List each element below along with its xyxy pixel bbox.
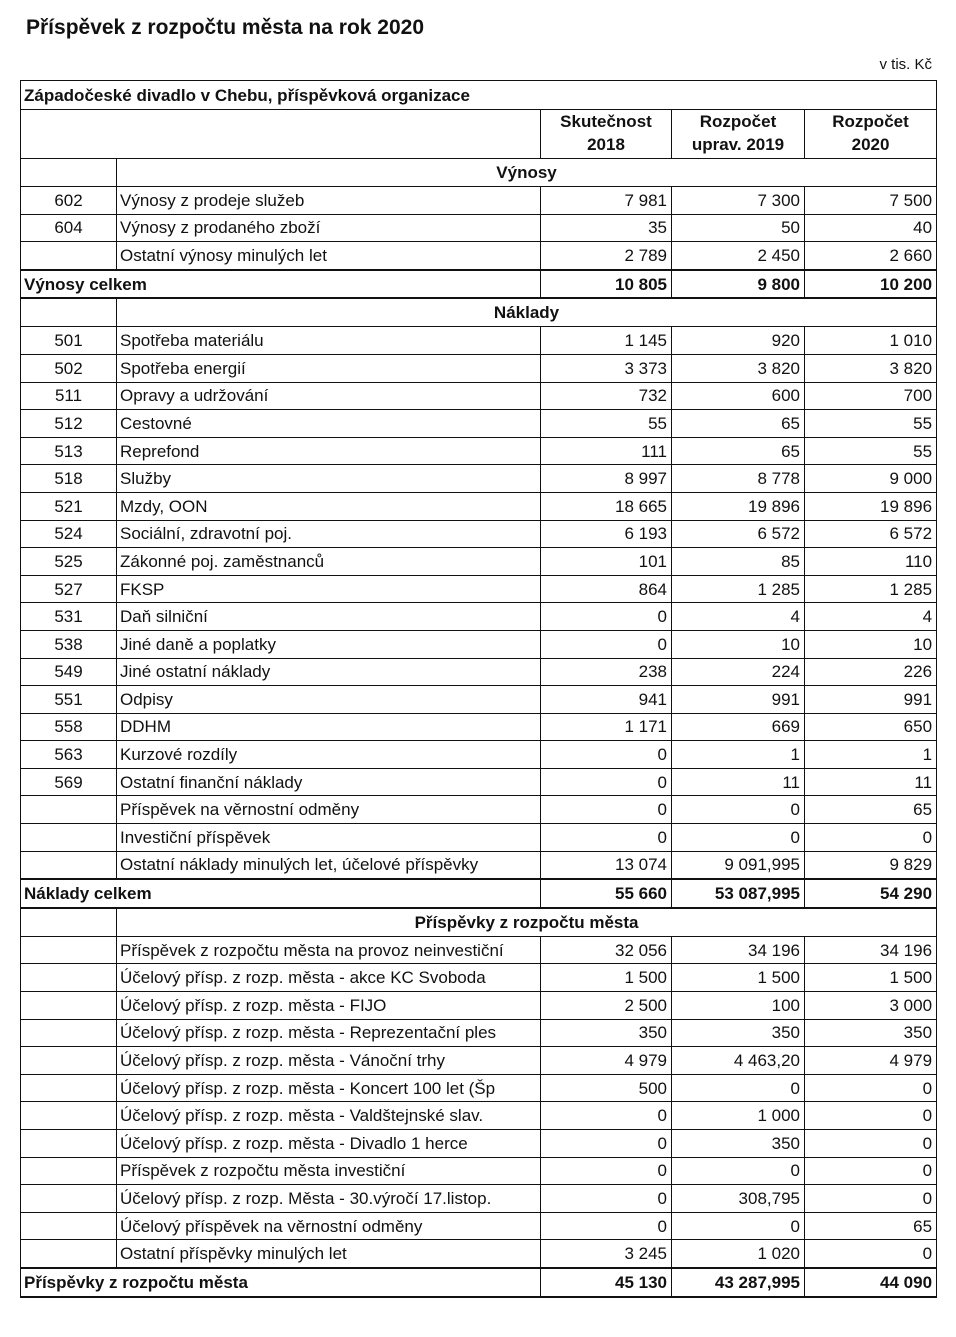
value-cell: 2 450 — [672, 242, 805, 270]
value-cell: 19 896 — [805, 492, 937, 520]
total-value: 9 800 — [672, 270, 805, 299]
account-code — [21, 1212, 117, 1240]
item-label: Výnosy z prodaného zboží — [117, 214, 541, 242]
item-label: Zákonné poj. zaměstnanců — [117, 548, 541, 576]
value-cell: 1 — [672, 741, 805, 769]
account-code — [21, 964, 117, 992]
section-heading-spacer — [21, 298, 117, 327]
table-row — [21, 851, 937, 879]
value-cell: 308,795 — [672, 1185, 805, 1213]
table-row — [21, 437, 937, 465]
section-heading: Příspěvky z rozpočtu města — [117, 908, 937, 937]
table-row — [21, 1102, 937, 1130]
table-row — [21, 686, 937, 714]
value-cell: 1 171 — [541, 713, 672, 741]
value-cell: 1 020 — [672, 1240, 805, 1268]
value-cell: 1 500 — [541, 964, 672, 992]
value-cell: 0 — [672, 1074, 805, 1102]
item-label: Spotřeba materiálu — [117, 327, 541, 355]
item-label: Mzdy, OON — [117, 492, 541, 520]
item-label: Příspěvek z rozpočtu města investiční — [117, 1157, 541, 1185]
table-row — [21, 741, 937, 769]
value-cell: 2 660 — [805, 242, 937, 270]
account-code: 551 — [21, 686, 117, 714]
item-label: Spotřeba energií — [117, 354, 541, 382]
column-header-line: Rozpočet — [832, 112, 909, 132]
value-cell: 85 — [672, 548, 805, 576]
total-label: Příspěvky z rozpočtu města — [21, 1268, 541, 1297]
value-cell: 111 — [541, 437, 672, 465]
item-label: Ostatní náklady minulých let, účelové příspěvky — [117, 851, 541, 879]
column-header-budget-2019 — [672, 110, 805, 159]
section-heading-spacer — [21, 908, 117, 937]
item-label: Účelový přísp. z rozp. Města - 30.výročí 17.listop. — [117, 1185, 541, 1213]
budget-table — [20, 80, 937, 1298]
table-row — [21, 1212, 937, 1240]
budget-table-body — [21, 81, 937, 1297]
section-heading-spacer — [21, 159, 117, 187]
value-cell: 7 981 — [541, 187, 672, 215]
table-row — [21, 1240, 937, 1268]
item-label: Ostatní finanční náklady — [117, 768, 541, 796]
value-cell: 920 — [672, 327, 805, 355]
value-cell: 2 500 — [541, 992, 672, 1020]
account-code: 501 — [21, 327, 117, 355]
section-heading-row — [21, 908, 937, 937]
total-row — [21, 1268, 937, 1297]
value-cell: 600 — [672, 382, 805, 410]
value-cell: 1 285 — [672, 575, 805, 603]
item-label: Ostatní výnosy minulých let — [117, 242, 541, 270]
item-label: Účelový přísp. z rozp. města - Vánoční trhy — [117, 1047, 541, 1075]
value-cell: 0 — [805, 1074, 937, 1102]
item-label: Cestovné — [117, 410, 541, 438]
table-row — [21, 575, 937, 603]
value-cell: 7 300 — [672, 187, 805, 215]
value-cell: 864 — [541, 575, 672, 603]
table-row — [21, 1130, 937, 1158]
value-cell: 9 000 — [805, 465, 937, 493]
table-row — [21, 603, 937, 631]
table-row — [21, 354, 937, 382]
item-label: Služby — [117, 465, 541, 493]
value-cell: 0 — [541, 796, 672, 824]
table-row — [21, 992, 937, 1020]
value-cell: 4 979 — [805, 1047, 937, 1075]
value-cell: 226 — [805, 658, 937, 686]
value-cell: 350 — [805, 1019, 937, 1047]
total-value: 44 090 — [805, 1268, 937, 1297]
value-cell: 32 056 — [541, 936, 672, 964]
table-row — [21, 1019, 937, 1047]
value-cell: 65 — [672, 410, 805, 438]
total-value: 54 290 — [805, 879, 937, 908]
value-cell: 238 — [541, 658, 672, 686]
table-row — [21, 492, 937, 520]
value-cell: 0 — [541, 603, 672, 631]
value-cell: 10 — [805, 630, 937, 658]
value-cell: 0 — [541, 1102, 672, 1130]
item-label: Opravy a udržování — [117, 382, 541, 410]
table-row — [21, 382, 937, 410]
value-cell: 0 — [805, 1130, 937, 1158]
account-code — [21, 936, 117, 964]
item-label: DDHM — [117, 713, 541, 741]
item-label: Účelový přísp. z rozp. města - FIJO — [117, 992, 541, 1020]
account-code — [21, 992, 117, 1020]
column-header-line: Skutečnost — [560, 112, 652, 132]
value-cell: 65 — [805, 796, 937, 824]
table-row — [21, 630, 937, 658]
value-cell: 4 — [672, 603, 805, 631]
value-cell: 669 — [672, 713, 805, 741]
value-cell: 991 — [672, 686, 805, 714]
value-cell: 65 — [805, 1212, 937, 1240]
value-cell: 0 — [805, 824, 937, 852]
value-cell: 732 — [541, 382, 672, 410]
table-row — [21, 824, 937, 852]
value-cell: 0 — [541, 630, 672, 658]
value-cell: 224 — [672, 658, 805, 686]
account-code: 513 — [21, 437, 117, 465]
value-cell: 991 — [805, 686, 937, 714]
value-cell: 55 — [805, 410, 937, 438]
value-cell: 0 — [541, 1157, 672, 1185]
header-blank — [21, 110, 541, 159]
table-row — [21, 465, 937, 493]
value-cell: 6 193 — [541, 520, 672, 548]
account-code — [21, 242, 117, 270]
value-cell: 4 979 — [541, 1047, 672, 1075]
item-label: Investiční příspěvek — [117, 824, 541, 852]
value-cell: 0 — [672, 1157, 805, 1185]
value-cell: 13 074 — [541, 851, 672, 879]
table-row — [21, 936, 937, 964]
account-code: 569 — [21, 768, 117, 796]
value-cell: 1 500 — [672, 964, 805, 992]
account-code — [21, 1074, 117, 1102]
value-cell: 0 — [672, 796, 805, 824]
item-label: Účelový přísp. z rozp. města - Valdštejnské slav. — [117, 1102, 541, 1130]
value-cell: 700 — [805, 382, 937, 410]
value-cell: 34 196 — [672, 936, 805, 964]
account-code: 602 — [21, 187, 117, 215]
account-code: 502 — [21, 354, 117, 382]
column-header-line: Rozpočet — [699, 112, 777, 132]
account-code: 518 — [21, 465, 117, 493]
value-cell: 0 — [541, 1130, 672, 1158]
account-code: 524 — [21, 520, 117, 548]
value-cell: 1 500 — [805, 964, 937, 992]
value-cell: 11 — [805, 768, 937, 796]
total-value: 53 087,995 — [672, 879, 805, 908]
value-cell: 0 — [541, 741, 672, 769]
value-cell: 3 245 — [541, 1240, 672, 1268]
value-cell: 350 — [541, 1019, 672, 1047]
total-row — [21, 270, 937, 299]
total-row — [21, 879, 937, 908]
value-cell: 0 — [805, 1240, 937, 1268]
value-cell: 941 — [541, 686, 672, 714]
value-cell: 650 — [805, 713, 937, 741]
account-code: 604 — [21, 214, 117, 242]
value-cell: 0 — [805, 1157, 937, 1185]
total-label: Náklady celkem — [21, 879, 541, 908]
item-label: Ostatní příspěvky minulých let — [117, 1240, 541, 1268]
value-cell: 110 — [805, 548, 937, 576]
table-row — [21, 548, 937, 576]
table-row — [21, 1047, 937, 1075]
section-heading: Výnosy — [117, 159, 937, 187]
item-label: Účelový přísp. z rozp. města - Reprezentační ples — [117, 1019, 541, 1047]
value-cell: 6 572 — [805, 520, 937, 548]
item-label: Kurzové rozdíly — [117, 741, 541, 769]
value-cell: 55 — [805, 437, 937, 465]
table-row — [21, 796, 937, 824]
item-label: FKSP — [117, 575, 541, 603]
item-label: Příspěvek na věrnostní odměny — [117, 796, 541, 824]
value-cell: 100 — [672, 992, 805, 1020]
item-label: Účelový příspěvek na věrnostní odměny — [117, 1212, 541, 1240]
table-row — [21, 187, 937, 215]
value-cell: 19 896 — [672, 492, 805, 520]
value-cell: 40 — [805, 214, 937, 242]
item-label: Jiné daně a poplatky — [117, 630, 541, 658]
value-cell: 8 778 — [672, 465, 805, 493]
account-code — [21, 1185, 117, 1213]
table-row — [21, 242, 937, 270]
total-value: 10 200 — [805, 270, 937, 299]
account-code: 531 — [21, 603, 117, 631]
value-cell: 0 — [805, 1102, 937, 1130]
account-code — [21, 1130, 117, 1158]
account-code: 512 — [21, 410, 117, 438]
value-cell: 11 — [672, 768, 805, 796]
table-row — [21, 520, 937, 548]
account-code: 521 — [21, 492, 117, 520]
table-row — [21, 1157, 937, 1185]
table-row — [21, 1185, 937, 1213]
value-cell: 1 010 — [805, 327, 937, 355]
item-label: Příspěvek z rozpočtu města na provoz neinvestiční — [117, 936, 541, 964]
account-code — [21, 796, 117, 824]
item-label: Účelový přísp. z rozp. města - akce KC Svoboda — [117, 964, 541, 992]
column-header-line: 2018 — [587, 135, 625, 154]
column-header-row — [21, 110, 937, 159]
account-code: 549 — [21, 658, 117, 686]
column-header-actual-2018 — [541, 110, 672, 159]
column-header-line: 2020 — [851, 135, 890, 154]
account-code — [21, 1019, 117, 1047]
value-cell: 1 — [805, 741, 937, 769]
account-code — [21, 1102, 117, 1130]
account-code — [21, 1157, 117, 1185]
value-cell: 500 — [541, 1074, 672, 1102]
account-code — [21, 851, 117, 879]
account-code: 527 — [21, 575, 117, 603]
item-label: Daň silniční — [117, 603, 541, 631]
section-heading-row — [21, 159, 937, 187]
value-cell: 0 — [541, 1212, 672, 1240]
account-code — [21, 1240, 117, 1268]
account-code: 511 — [21, 382, 117, 410]
column-header-budget-2020 — [805, 110, 937, 159]
table-row — [21, 327, 937, 355]
item-label: Sociální, zdravotní poj. — [117, 520, 541, 548]
table-row — [21, 1074, 937, 1102]
table-row — [21, 964, 937, 992]
item-label: Reprefond — [117, 437, 541, 465]
unit-label: v tis. Kč — [879, 56, 932, 73]
table-row — [21, 214, 937, 242]
value-cell: 1 000 — [672, 1102, 805, 1130]
table-row — [21, 410, 937, 438]
value-cell: 4 463,20 — [672, 1047, 805, 1075]
total-value: 55 660 — [541, 879, 672, 908]
value-cell: 0 — [541, 768, 672, 796]
value-cell: 101 — [541, 548, 672, 576]
section-heading-row — [21, 298, 937, 327]
account-code: 538 — [21, 630, 117, 658]
value-cell: 0 — [541, 1185, 672, 1213]
value-cell: 8 997 — [541, 465, 672, 493]
account-code: 563 — [21, 741, 117, 769]
value-cell: 0 — [805, 1185, 937, 1213]
account-code: 558 — [21, 713, 117, 741]
account-code — [21, 1047, 117, 1075]
value-cell: 50 — [672, 214, 805, 242]
table-row — [21, 768, 937, 796]
value-cell: 0 — [672, 1212, 805, 1240]
account-code: 525 — [21, 548, 117, 576]
value-cell: 1 145 — [541, 327, 672, 355]
value-cell: 65 — [672, 437, 805, 465]
account-code — [21, 824, 117, 852]
item-label: Účelový přísp. z rozp. města - Koncert 100 let (Šp — [117, 1074, 541, 1102]
item-label: Účelový přísp. z rozp. města - Divadlo 1 herce — [117, 1130, 541, 1158]
value-cell: 35 — [541, 214, 672, 242]
total-value: 43 287,995 — [672, 1268, 805, 1297]
value-cell: 3 373 — [541, 354, 672, 382]
item-label: Jiné ostatní náklady — [117, 658, 541, 686]
value-cell: 10 — [672, 630, 805, 658]
table-row — [21, 658, 937, 686]
total-value: 45 130 — [541, 1268, 672, 1297]
value-cell: 9 091,995 — [672, 851, 805, 879]
value-cell: 34 196 — [805, 936, 937, 964]
value-cell: 18 665 — [541, 492, 672, 520]
value-cell: 4 — [805, 603, 937, 631]
value-cell: 0 — [672, 824, 805, 852]
value-cell: 350 — [672, 1130, 805, 1158]
value-cell: 3 000 — [805, 992, 937, 1020]
page-title: Příspěvek z rozpočtu města na rok 2020 — [26, 16, 425, 39]
value-cell: 55 — [541, 410, 672, 438]
column-header-line: uprav. 2019 — [691, 135, 785, 154]
total-value: 10 805 — [541, 270, 672, 299]
item-label: Odpisy — [117, 686, 541, 714]
section-heading: Náklady — [117, 298, 937, 327]
value-cell: 2 789 — [541, 242, 672, 270]
value-cell: 350 — [672, 1019, 805, 1047]
organization-row — [21, 81, 937, 110]
value-cell: 6 572 — [672, 520, 805, 548]
table-row — [21, 713, 937, 741]
value-cell: 9 829 — [805, 851, 937, 879]
item-label: Výnosy z prodeje služeb — [117, 187, 541, 215]
value-cell: 0 — [541, 824, 672, 852]
value-cell: 3 820 — [805, 354, 937, 382]
value-cell: 3 820 — [672, 354, 805, 382]
value-cell: 1 285 — [805, 575, 937, 603]
total-label: Výnosy celkem — [21, 270, 541, 299]
value-cell: 7 500 — [805, 187, 937, 215]
organization-name: Západočeské divadlo v Chebu, příspěvková organizace — [21, 81, 937, 110]
